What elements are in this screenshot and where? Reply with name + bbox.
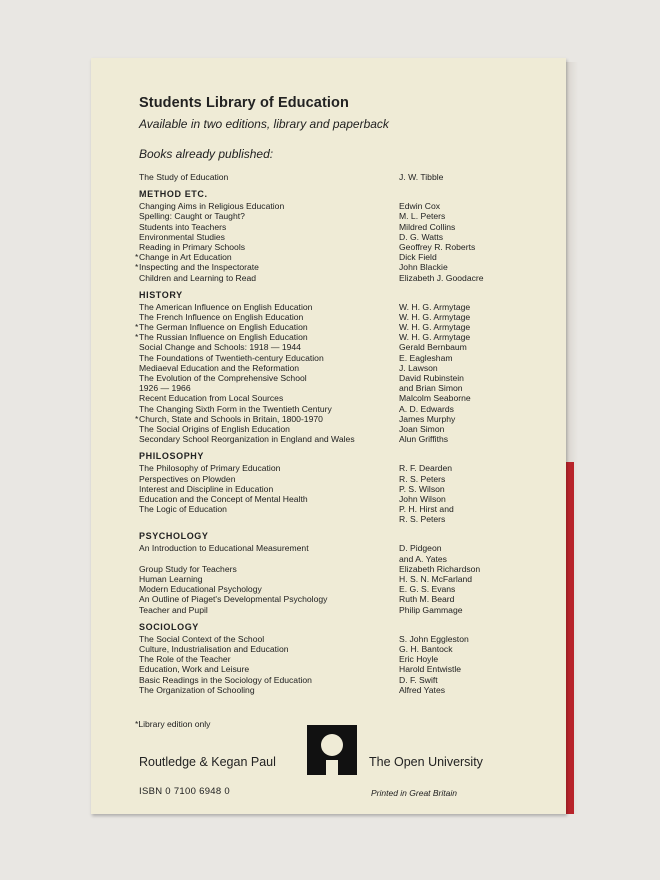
- book-title: The German Influence on English Education *: [135, 322, 308, 333]
- book-author: Mildred Collins: [399, 221, 456, 232]
- book-row: [139, 373, 559, 383]
- book-title: Group Study for Teachers: [139, 563, 237, 574]
- book-author: and Brian Simon: [399, 383, 463, 394]
- book-row: [139, 543, 559, 553]
- book-row: [139, 654, 559, 664]
- book-title: The Changing Sixth Form in the Twentieth Century: [139, 403, 332, 414]
- book-author: G. H. Bantock: [399, 643, 453, 654]
- book-row: [139, 644, 559, 654]
- book-title: Children and Learning to Read: [139, 272, 257, 283]
- book-author: R. S. Peters: [399, 473, 446, 484]
- book-row: [139, 363, 559, 373]
- book-row: [135, 413, 559, 424]
- book-row: [139, 211, 559, 221]
- library-only-marker: *: [135, 252, 139, 263]
- book-title: Church, State and Schools in Britain, 1800-1970 *: [135, 413, 323, 424]
- book-row: [139, 564, 559, 574]
- section-heading: HISTORY: [139, 289, 183, 300]
- book-row: [139, 424, 559, 434]
- book-title: The Role of the Teacher: [139, 654, 231, 665]
- book-row: [139, 685, 559, 695]
- book-author: W. H. G. Armytage: [399, 301, 471, 312]
- book-author: Elizabeth J. Goodacre: [399, 272, 484, 283]
- book-title: The Study of Education: [139, 172, 229, 182]
- book-author: Eric Hoyle: [399, 654, 439, 665]
- book-row: [139, 242, 559, 252]
- book-title: The Evolution of the Comprehensive School: [139, 373, 307, 383]
- book-title: Environmental Studies: [139, 231, 225, 242]
- book-row: [139, 393, 559, 403]
- book-title: The Logic of Education: [139, 504, 227, 515]
- book-author: Malcolm Seaborne: [399, 393, 471, 404]
- book-author: Philip Gammage: [399, 604, 463, 615]
- book-author: Harold Entwistle: [399, 664, 462, 675]
- publisher-routledge: Routledge & Kegan Paul: [139, 755, 276, 769]
- book-title: Education, Work and Leisure: [139, 664, 250, 675]
- open-university-logo: [307, 725, 357, 775]
- library-edition-note: *Library edition only: [135, 719, 211, 729]
- book-title: Perspectives on Plowden: [139, 473, 236, 484]
- book-author: Joan Simon: [399, 423, 445, 434]
- book-list: [135, 172, 559, 695]
- book-title: An Outline of Piaget's Developmental Psychology: [139, 594, 328, 605]
- book-row: [139, 302, 559, 312]
- book-author: R. F. Dearden: [399, 463, 453, 474]
- section-heading: METHOD ETC.: [139, 189, 208, 200]
- book-author: P. S. Wilson: [399, 483, 445, 494]
- book-title: Mediaeval Education and the Reformation: [139, 362, 300, 373]
- book-author: P. H. Hirst and: [399, 504, 454, 515]
- book-author: James Murphy: [399, 413, 456, 424]
- book-author: Ruth M. Beard: [399, 594, 455, 605]
- book-title: [139, 554, 399, 564]
- book-row: [139, 353, 559, 363]
- book-author: Alun Griffiths: [399, 434, 449, 445]
- section-heading: PHILOSOPHY: [139, 451, 205, 462]
- book-title: Inspecting and the Inspectorate *: [135, 262, 259, 273]
- book-author: D. G. Watts: [399, 231, 444, 242]
- book-author: Elizabeth Richardson: [399, 563, 481, 574]
- book-row: [139, 494, 559, 504]
- book-author: John Wilson: [399, 493, 446, 504]
- book-author: Geoffrey R. Roberts: [399, 241, 476, 252]
- book-title: Culture, Industrialisation and Education: [139, 643, 289, 654]
- editions-subtitle: Available in two editions, library and paperback: [139, 117, 389, 131]
- library-only-marker: *: [135, 262, 139, 273]
- book-row: [139, 514, 559, 524]
- book-title: An Introduction to Educational Measurement: [139, 543, 309, 554]
- book-author: E. Eaglesham: [399, 352, 453, 363]
- book-row: [139, 584, 559, 594]
- book-row: [139, 554, 559, 564]
- book-author: D. F. Swift: [399, 674, 438, 685]
- book-row: [139, 594, 559, 604]
- book-title: Human Learning: [139, 574, 203, 584]
- book-title: 1926 — 1966: [139, 383, 191, 394]
- book-row: [139, 574, 559, 584]
- book-row: [139, 675, 559, 685]
- book-author: S. John Eggleston: [399, 633, 469, 644]
- book-title: The Organization of Schooling: [139, 684, 255, 695]
- book-title: The Social Context of the School: [139, 633, 265, 644]
- book-title: Modern Educational Psychology: [139, 584, 262, 595]
- book-row: [139, 484, 559, 494]
- book-title: Interest and Discipline in Education: [139, 483, 274, 494]
- book-author: Edwin Cox: [399, 201, 441, 212]
- book-author: J. Lawson: [399, 362, 438, 373]
- book-row: [139, 273, 559, 283]
- book-row: [139, 634, 559, 644]
- book-row: [139, 232, 559, 242]
- section-heading: PSYCHOLOGY: [139, 531, 209, 542]
- book-title: Change in Art Education *: [135, 252, 232, 263]
- book-title: Reading in Primary Schools: [139, 241, 246, 252]
- book-title: The French Influence on English Education: [139, 311, 304, 322]
- book-row: [139, 222, 559, 232]
- book-title: Education and the Concept of Mental Health: [139, 493, 308, 504]
- book-title: The Philosophy of Primary Education: [139, 463, 281, 474]
- book-row: [139, 474, 559, 484]
- published-heading: Books already published:: [139, 147, 274, 161]
- book-title: Recent Education from Local Sources: [139, 393, 284, 404]
- book-author: W. H. G. Armytage: [399, 332, 471, 343]
- book-row: [135, 332, 559, 343]
- book-row: [139, 605, 559, 615]
- book-row: [139, 463, 559, 473]
- book-row: [139, 504, 559, 514]
- book-author: J. W. Tibble: [399, 172, 444, 182]
- book-row: [135, 252, 559, 263]
- book-author: W. H. G. Armytage: [399, 311, 471, 322]
- book-title: [139, 514, 399, 524]
- book-row: [139, 342, 559, 352]
- book-row: [139, 172, 559, 182]
- book-row: [135, 262, 559, 273]
- book-title: Social Change and Schools: 1918 — 1944: [139, 342, 301, 353]
- book-author: and A. Yates: [399, 553, 447, 564]
- printed-in: Printed in Great Britain: [371, 788, 457, 798]
- book-author: A. D. Edwards: [399, 403, 454, 414]
- library-only-marker: *: [135, 322, 139, 333]
- book-row: [139, 201, 559, 211]
- book-title: Basic Readings in the Sociology of Education: [139, 674, 312, 685]
- book-title: Secondary School Reorganization in England and Wales: [139, 434, 355, 445]
- book-title: Teacher and Pupil: [139, 604, 208, 615]
- library-only-marker: *: [135, 413, 139, 424]
- book-title: The Russian Influence on English Education *: [135, 332, 308, 343]
- book-author: R. S. Peters: [399, 514, 446, 525]
- book-title: The American Influence on English Education: [139, 301, 313, 312]
- book-title: Students into Teachers: [139, 221, 227, 232]
- book-back-cover: [91, 58, 566, 814]
- book-author: D. Pidgeon: [399, 543, 442, 554]
- book-row: [139, 434, 559, 444]
- publisher-open-university: The Open University: [369, 755, 483, 769]
- section-heading: SOCIOLOGY: [139, 621, 199, 632]
- book-author: E. G. S. Evans: [399, 584, 456, 595]
- book-title: The Social Origins of English Education: [139, 423, 290, 434]
- book-author: M. L. Peters: [399, 211, 446, 222]
- library-only-marker: *: [135, 332, 139, 343]
- book-title: The Foundations of Twentieth-century Education: [139, 352, 324, 363]
- book-author: H. S. N. McFarland: [399, 574, 473, 584]
- book-row: [139, 312, 559, 322]
- book-author: John Blackie: [399, 262, 448, 273]
- isbn: ISBN 0 7100 6948 0: [139, 786, 230, 797]
- book-author: Alfred Yates: [399, 684, 446, 695]
- book-row: [139, 404, 559, 414]
- book-title: Spelling: Caught or Taught?: [139, 211, 245, 222]
- book-author: W. H. G. Armytage: [399, 322, 471, 333]
- book-author: Gerald Bernbaum: [399, 342, 467, 353]
- red-spine-edge: [566, 462, 574, 814]
- book-row: [139, 664, 559, 674]
- book-author: David Rubinstein: [399, 373, 464, 383]
- book-author: Dick Field: [399, 252, 437, 263]
- book-title: Changing Aims in Religious Education: [139, 201, 285, 212]
- series-title: Students Library of Education: [139, 95, 349, 111]
- book-row: [139, 383, 559, 393]
- book-row: [135, 322, 559, 333]
